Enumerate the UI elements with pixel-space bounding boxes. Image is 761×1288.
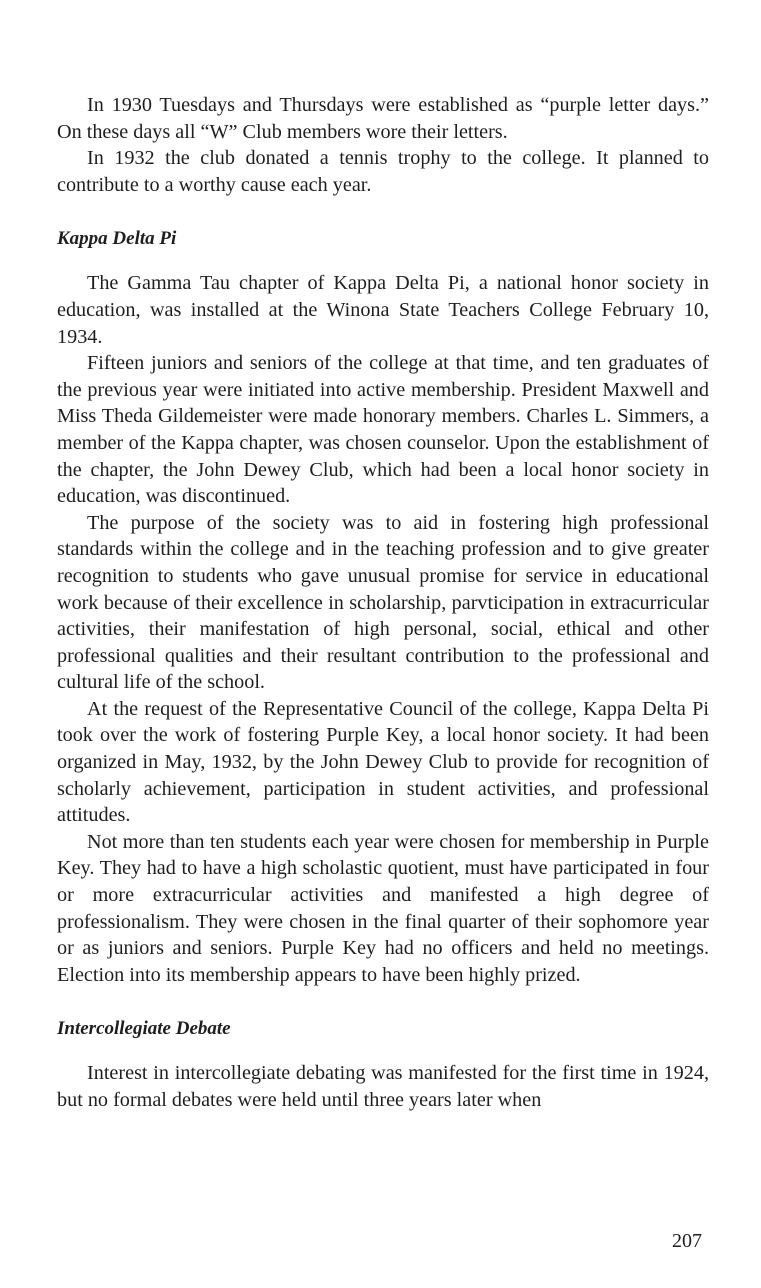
paragraph: The Gamma Tau chapter of Kappa Delta Pi, a national honor society in education, was installed at the Winona State Teachers College February 10, 1934. [57, 272, 709, 348]
section-kappa-delta-pi [57, 226, 709, 988]
section-heading: Kappa Delta Pi [57, 228, 177, 250]
paragraph: At the request of the Representative Council of the college, Kappa Delta Pi took over the work of fostering Purple Key, a local honor society. It had been organized in May, 1932, by the John Dewey Club to provide for recognition of scholarly achievement, participation in student activities, and professional attitudes. [57, 697, 709, 827]
section-w-club-continued [57, 92, 709, 198]
paragraph: Not more than ten students each year were chosen for membership in Purple Key. They had to have a high scholastic quotient, must have participated in four or more extracurricular activities and manifested a high degree of professionalism. They were chosen in the final quarter of their sophomore year or as juniors and seniors. Purple Key had no officers and held no meetings. Election into its membership appears to have been highly prized. [57, 830, 709, 986]
page-number: 207 [672, 1230, 702, 1252]
paragraph: In 1930 Tuesdays and Thursdays were established as “purple letter days.” On these days all “W” Club members wore their letters. [57, 94, 709, 143]
paragraph: Interest in intercollegiate debating was manifested for the first time in 1924, but no formal debates were held until three years later when [57, 1062, 709, 1111]
paragraph: Fifteen juniors and seniors of the college at that time, and ten graduates of the previous year were initiated into active membership. President Maxwell and Miss Theda Gildemeister were made honorary members. Charles L. Simmers, a member of the Kappa chapter, was chosen counselor. Upon the establishment of the chapter, the John Dewey Club, which had been a local honor society in education, was discontinued. [57, 352, 709, 508]
section-intercollegiate-debate [57, 1016, 709, 1113]
page-body [57, 92, 709, 1114]
section-heading: Intercollegiate Debate [57, 1018, 231, 1040]
paragraph: The purpose of the society was to aid in fostering high professional standards within the college and in the teaching profession and to give greater recognition to students who gave unusual promise for service in educational work because of their excellence in scholarship, parvticipation in extracurricular activities, their manifestation of high personal, social, ethical and other professional qualities and their resultant contribution to the professional and cultural life of the school. [57, 511, 709, 694]
paragraph: In 1932 the club donated a tennis trophy to the college. It planned to contribute to a worthy cause each year. [57, 147, 709, 196]
